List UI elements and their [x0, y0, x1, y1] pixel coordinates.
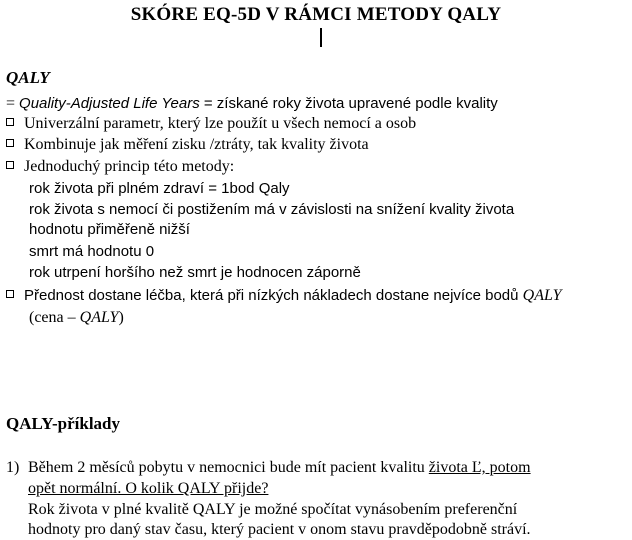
def-rest: = získané roky života upravené podle kvality [199, 95, 498, 112]
example-question-line1 [28, 458, 531, 478]
bullet-square-icon [6, 139, 14, 147]
bullet-square-icon [6, 290, 14, 298]
example-number: 1) [6, 459, 20, 476]
bullet-item [6, 135, 369, 155]
qaly-definition [6, 94, 498, 114]
examples-heading: QALY-příklady [6, 414, 121, 433]
question-text: Během 2 měsíců pobytu v nemocnici bude mít pacient kvalitu [28, 459, 429, 476]
bullet-square-icon [6, 161, 14, 169]
bullet-term: QALY [522, 287, 562, 304]
def-term: Quality-Adjusted Life Years [19, 95, 200, 112]
bullet-item [6, 114, 416, 134]
example-answer-line2: hodnoty pro daný stav času, který pacient v onom stavu pravděpodobně stráví. [28, 521, 531, 538]
principle-line: rok utrpení horšího než smrt je hodnocen záporně [29, 264, 361, 281]
bullet-item [6, 157, 234, 177]
principle-line: rok života s nemocí či postižením má v závislosti na snížení kvality života [29, 201, 515, 218]
page-title: SKÓRE EQ-5D V RÁMCI METODY QALY [130, 4, 502, 25]
bullet-square-icon [6, 118, 14, 126]
cont-prefix: (cena – [29, 309, 80, 326]
bullet-text: Univerzální parametr, který lze použít u všech nemocí a osob [24, 115, 417, 132]
cont-term: QALY [79, 309, 119, 326]
example-answer-line1: Rok života v plné kvalitě QALY je možné spočítat vynásobením preferenční [28, 501, 518, 518]
bullet-text: Jednoduchý princip této metody: [24, 158, 235, 175]
bullet-item [6, 286, 561, 306]
bullet-text: Přednost dostane léčba, která při nízkých nákladech dostane nejvíce bodů [24, 287, 523, 304]
principle-line: smrt má hodnotu 0 [29, 243, 155, 260]
principle-line: rok života při plném zdraví = 1bod Qaly [29, 180, 290, 197]
cont-suffix: ) [118, 309, 124, 326]
example-question-line2: opět normální. O kolik QALY přijde? [28, 480, 269, 497]
question-underlined: života Ľ, potom [428, 459, 531, 476]
principle-line: hodnotu přiměřeně nižší [29, 221, 190, 238]
bullet-text: Kombinuje jak měření zisku /ztráty, tak kvality života [24, 136, 369, 153]
qaly-heading: QALY [6, 68, 50, 87]
def-prefix: = [6, 95, 20, 112]
bullet-continuation [29, 308, 124, 328]
text-cursor [320, 28, 322, 47]
